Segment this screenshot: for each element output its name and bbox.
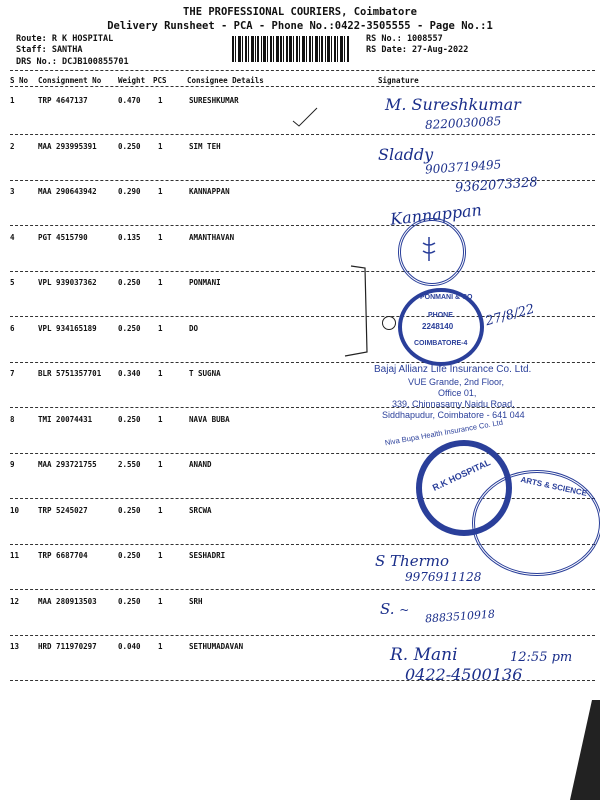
row-weight: 0.250 — [118, 596, 141, 606]
rs-date: RS Date: 27-Aug-2022 — [366, 45, 469, 55]
col-signature: Signature — [378, 76, 419, 85]
header-bottom-divider — [10, 86, 595, 87]
row-consignee: T SUGNA — [189, 369, 221, 378]
bajaj-stamp-line2: VUE Grande, 2nd Floor, — [408, 377, 505, 387]
row-consignment: HRD 711970297 — [38, 642, 97, 651]
row-sno: 5 — [10, 278, 15, 287]
row-consignee: SRH — [189, 596, 203, 606]
row-consignee: SRCWA — [189, 505, 212, 515]
row-sno: 6 — [10, 323, 15, 333]
signature-row1: M. Sureshkumar — [385, 95, 521, 114]
bajaj-stamp-line4: 339, Chinnasamy Naidu Road, — [392, 399, 515, 409]
row-pcs: 1 — [158, 505, 163, 515]
row-consignee: DO — [189, 323, 199, 333]
row-consignee: AMANTHAVAN — [189, 232, 235, 242]
row-consignment: TMI 20074431 — [38, 414, 93, 424]
college-stamp-text: ARTS & SCIENCE — [519, 475, 588, 498]
row-pcs: 1 — [158, 642, 163, 651]
row-consignment: VPL 934165189 — [38, 323, 97, 333]
row-weight: 0.250 — [118, 141, 141, 151]
col-sno: S No — [10, 76, 29, 85]
row-pcs: 1 — [158, 369, 163, 378]
row-sno: 4 — [10, 232, 15, 242]
row-sno: 1 — [10, 96, 15, 105]
row-sno: 9 — [10, 460, 15, 469]
row-consignment: TRP 6687704 — [38, 551, 88, 560]
row-sno: 11 — [10, 551, 20, 560]
route-label: Route: R K HOSPITAL — [16, 34, 114, 44]
signature-row2: Sladdy — [378, 145, 434, 164]
signature-row12-scribble: ~ — [399, 603, 410, 617]
row-pcs: 1 — [158, 551, 163, 560]
row-consignee: SURESHKUMAR — [189, 96, 239, 105]
signature-row12: S. ~ — [380, 600, 410, 618]
tick-mark-icon — [290, 105, 320, 129]
row-consignee: ANAND — [189, 460, 212, 469]
row-pcs: 1 — [158, 278, 163, 287]
rs-number: RS No.: 1008557 — [366, 34, 443, 44]
row-pcs: 1 — [158, 96, 163, 105]
signature-row13-time: 12:55 pm — [510, 650, 573, 665]
signature-row13-phone: 0422-4500136 — [405, 665, 523, 684]
ponmani-stamp-bottom: COIMBATORE-4 — [414, 340, 468, 347]
row-consignment: MAA 293721755 — [38, 460, 97, 469]
row-sno: 8 — [10, 414, 15, 424]
ponmani-stamp-number: 2248140 — [422, 322, 454, 331]
signature-row11-phone: 9976911128 — [405, 570, 482, 584]
row-weight: 0.470 — [118, 96, 141, 105]
col-weight: Weight — [118, 76, 146, 85]
row-pcs: 1 — [158, 414, 163, 424]
page-edge-shadow — [570, 700, 600, 800]
col-consignee: Consignee Details — [187, 76, 264, 85]
row-consignee: NAVA BUBA — [189, 414, 230, 424]
row-pcs: 1 — [158, 141, 163, 151]
row-consignment: MAA 290643942 — [38, 187, 97, 196]
row-consignee: SESHADRI — [189, 551, 226, 560]
row-weight: 0.250 — [118, 551, 141, 560]
runsheet-title: Delivery Runsheet - PCA - Phone No.:0422-3505555 - Page No.:1 — [107, 20, 493, 32]
row-pcs: 1 — [158, 596, 163, 606]
signature-row3-phone: 9362073328 — [454, 175, 539, 196]
col-pcs: PCS — [153, 76, 167, 85]
row-consignment: PGT 4515790 — [38, 232, 88, 242]
signature-row12-phone: 8883510918 — [424, 607, 496, 626]
header-top-divider — [10, 70, 595, 71]
signature-row1-phone: 8220030085 — [424, 114, 502, 132]
row-consignee: KANNAPPAN — [189, 187, 230, 196]
row-divider — [10, 362, 595, 363]
row-weight: 0.250 — [118, 323, 141, 333]
row-pcs: 1 — [158, 323, 163, 333]
caduceus-icon — [417, 235, 441, 263]
signature-row2-phone: 9003719495 — [424, 157, 502, 177]
row-divider — [10, 453, 595, 454]
row-sno: 3 — [10, 187, 15, 196]
hospital-stamp-text: R.K HOSPITAL — [430, 457, 493, 493]
circle-mark-icon — [382, 316, 396, 330]
row-consignee: SIM TEH — [189, 141, 221, 151]
row-consignment: BLR 5751357701 — [38, 369, 102, 378]
row-divider — [10, 271, 595, 272]
row-weight: 0.040 — [118, 642, 141, 651]
row-divider — [10, 635, 595, 636]
bajaj-stamp-line1: Bajaj Allianz Life Insurance Co. Ltd. — [374, 364, 532, 375]
row-sno: 7 — [10, 369, 15, 378]
signature-row4: Kannappan — [389, 200, 483, 229]
row-divider — [10, 134, 595, 135]
row-consignee: PONMANI — [189, 278, 221, 287]
col-consignment: Consignment No — [38, 76, 102, 85]
signature-row13: R. Mani — [390, 645, 458, 665]
bajaj-stamp-line5: Siddhapudur, Coimbatore - 641 044 — [382, 410, 525, 420]
row-sno: 2 — [10, 141, 15, 151]
ponmani-stamp-phone: PHONE — [428, 312, 453, 319]
row-consignment: TRP 4647137 — [38, 96, 88, 105]
staff-label: Staff: SANTHA — [16, 45, 83, 55]
row-consignment: VPL 939037362 — [38, 278, 97, 287]
row-weight: 0.250 — [118, 505, 141, 515]
row-consignment: MAA 280913503 — [38, 596, 97, 606]
row-consignment: MAA 293995391 — [38, 141, 97, 151]
row-weight: 0.250 — [118, 414, 141, 424]
row-pcs: 1 — [158, 232, 163, 242]
ponmani-stamp-top: PONMANI & CO — [420, 294, 473, 301]
signature-row6-date: 27/8/22 — [483, 301, 537, 330]
drs-number: DRS No.: DCJB100855701 — [16, 57, 129, 67]
row-weight: 0.250 — [118, 278, 141, 287]
row-weight: 0.340 — [118, 369, 141, 378]
barcode — [232, 36, 350, 62]
bracket-mark-icon — [335, 262, 375, 362]
row-consignee: SETHUMADAVAN — [189, 642, 244, 651]
niva-stamp: Niva Bupa Health Insurance Co. Ltd — [384, 417, 504, 448]
row-pcs: 1 — [158, 187, 163, 196]
row-sno: 10 — [10, 505, 20, 515]
row-consignment: TRP 5245027 — [38, 505, 88, 515]
row-sno: 13 — [10, 642, 20, 651]
row-pcs: 1 — [158, 460, 163, 469]
row-sno: 12 — [10, 596, 20, 606]
row-divider — [10, 225, 595, 226]
row-weight: 0.290 — [118, 187, 141, 196]
row-divider — [10, 589, 595, 590]
row-weight: 2.550 — [118, 460, 141, 469]
bajaj-stamp-line3: Office 01, — [438, 388, 477, 398]
signature-row11: S Thermo — [375, 552, 450, 570]
row-weight: 0.135 — [118, 232, 141, 242]
company-title: THE PROFESSIONAL COURIERS, Coimbatore — [183, 6, 417, 18]
